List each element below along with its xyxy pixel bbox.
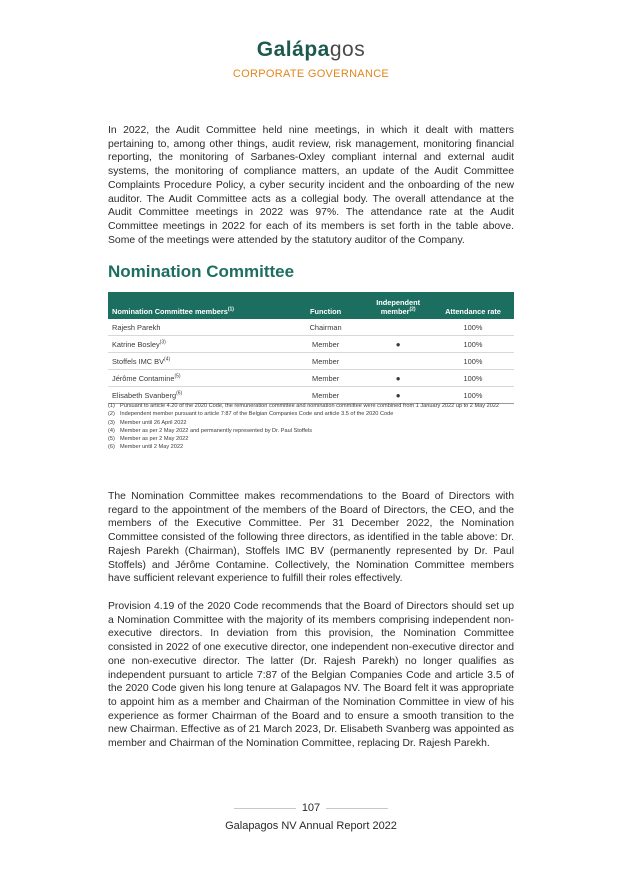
- nomination-paragraph-2: Provision 4.19 of the 2020 Code recommends that the Board of Directors should set up a Nomination Committee with the majority of its members comprising independent non-executive directors. In deviation from this provision, the Nomination Committee consisted in 2022 of one executive director, one independent non-executive director and one non-executive director. The latter (Dr. Rajesh Parekh) no longer qualifies as independent pursuant to article 7:87 of the Belgian Companies Code and article 3.5 of the 2020 Code given his long tenure at Galapagos NV. The Board felt it was appropriate to appoint him as a member and Chairman of the Nomination Committee in view of his experience as former Chairman of the Board and to ensure a smooth transition to the new Chairman. Effective as of 21 March 2023, Dr. Elisabeth Svanberg was appointed as member and Chairman of the Nomination Committee, replacing Dr. Rajesh Parekh.: [108, 601, 514, 750]
- footnote: (5) Member as per 2 May 2022: [108, 436, 189, 443]
- attendance-rate: 100%: [432, 387, 514, 404]
- nomination-committee-table: [108, 292, 514, 404]
- section-label: CORPORATE GOVERNANCE: [232, 68, 390, 80]
- independent-marker: [364, 353, 432, 370]
- footnote: (6) Member until 2 May 2022: [108, 444, 184, 451]
- table-row: [108, 336, 514, 353]
- member-function: Member: [287, 353, 364, 370]
- independent-marker: ●: [364, 336, 432, 353]
- footer-divider-right: [326, 808, 388, 809]
- independent-marker: ●: [364, 387, 432, 404]
- header-independent: Independent member$^{(2)}$: [376, 298, 421, 316]
- table-header-row: [108, 292, 514, 319]
- table-row: [108, 353, 514, 370]
- independent-marker: [364, 319, 432, 336]
- footnote: (3) Member until 26 April 2022: [108, 419, 187, 426]
- member-name: Jérôme Contamine$^{(5)}$: [108, 370, 287, 387]
- report-title: Galapagos NV Annual Report 2022: [225, 820, 397, 832]
- page-number: 107: [301, 802, 321, 814]
- attendance-rate: 100%: [432, 370, 514, 387]
- footer-divider-left: [234, 808, 296, 809]
- header-member: Nomination Committee members$^{(1)}$: [112, 306, 234, 316]
- galapagos-logo: [0, 38, 622, 62]
- section-title: Nomination Committee: [108, 262, 295, 281]
- footnote: (1) Pursuant to article 4.20 of the 2020 Code, the remuneration committee and nomination committee were combined from 1 January 2022 up to 2 May 2022: [108, 403, 500, 409]
- logo-light-text: gos: [329, 38, 366, 61]
- footnote: (4) Member as per 2 May 2022 and permanently represented by Dr. Paul Stoffels: [108, 427, 313, 434]
- logo-bold-text: Galápa: [256, 38, 330, 61]
- page-footer: [0, 802, 622, 832]
- independent-marker: ●: [364, 370, 432, 387]
- member-function: Member: [287, 336, 364, 353]
- attendance-rate: 100%: [432, 353, 514, 370]
- attendance-rate: 100%: [432, 336, 514, 353]
- member-name: Rajesh Parekh: [108, 319, 287, 336]
- member-function: Member: [287, 370, 364, 387]
- table-row: [108, 370, 514, 387]
- nomination-paragraph-1: The Nomination Committee makes recommendations to the Board of Directors with regard to the appointment of the members of the Board of Directors, the CEO, and the members of the Executive Committee. Per 31 December 2022, the Nomination Committee consisted of the following three directors, as identified in the table above: Dr. Rajesh Parekh (Chairman), Stoffels IMC BV (permanently represented by Dr. Paul Stoffels) and Jérôme Contamine. Collectively, the Nomination Committee members have sufficient relevant experience to fulfill their roles effectively.: [108, 491, 514, 585]
- header-function: Function: [310, 307, 342, 316]
- footnote: (2) Independent member pursuant to article 7:87 of the Belgian Companies Code and article 3.5 of the 2020 Code: [108, 411, 394, 418]
- header-attendance: Attendance rate: [445, 307, 501, 316]
- table-row: [108, 387, 514, 404]
- page-header: [0, 38, 622, 80]
- table-footnotes: [108, 402, 514, 452]
- member-name: Katrine Bosley$^{(3)}$: [108, 336, 287, 353]
- member-function: Member: [287, 387, 364, 404]
- attendance-rate: 100%: [432, 319, 514, 336]
- member-name: Stoffels IMC BV$^{(4)}$: [108, 353, 287, 370]
- intro-paragraph: In 2022, the Audit Committee held nine meetings, in which it dealt with matters pertaining to, among other things, audit review, risk management, monitoring financial reporting, the monitoring of Sarbanes-Oxley compliant internal and external audit systems, the monitoring of compliance matters, an update of the Audit Committee Complaints Procedure Policy, a cyber security incident and the onboarding of the new auditor. The Audit Committee acts as a collegial body. The overall attendance at the Audit Committee meetings in 2022 was 97%. The attendance rate at the Audit Committee meetings in 2022 for each of its members is set forth in the table above. Some of the meetings were attended by the statutory auditor of the Company.: [108, 125, 514, 246]
- member-name: Elisabeth Svanberg$^{(6)}$: [108, 387, 287, 404]
- member-function: Chairman: [287, 319, 364, 336]
- table-row: [108, 319, 514, 336]
